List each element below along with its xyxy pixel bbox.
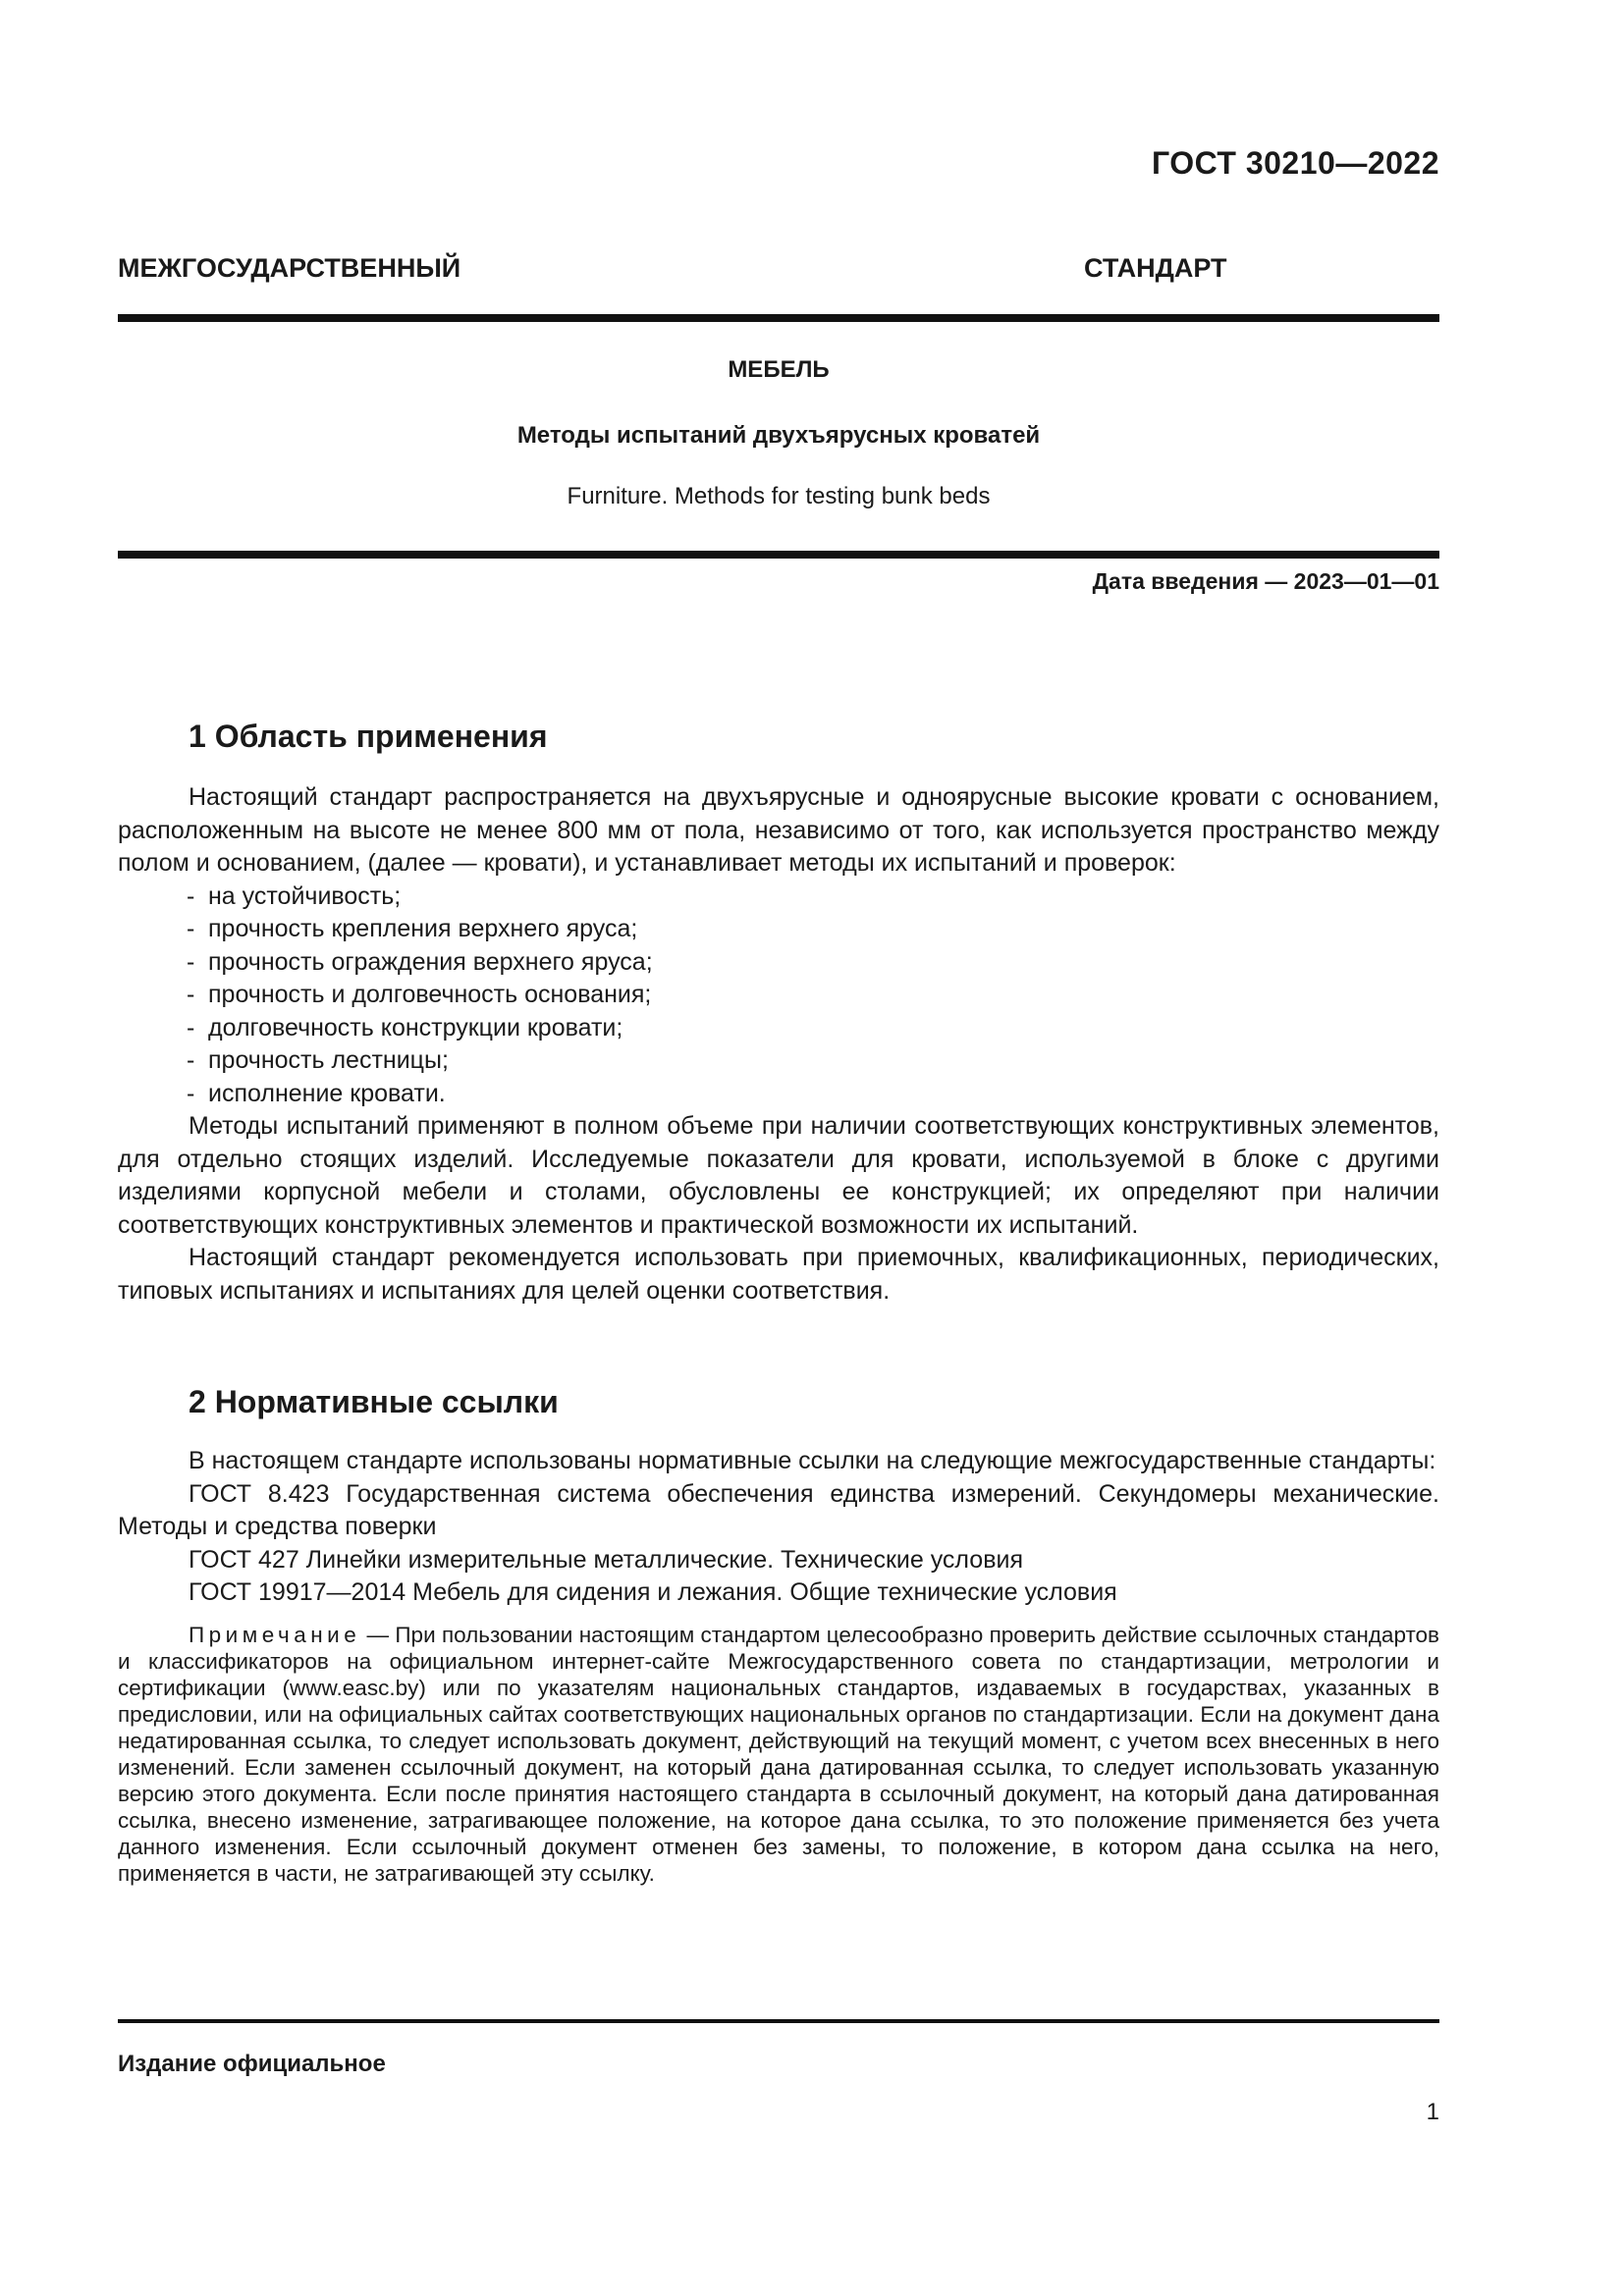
standard-number: ГОСТ 30210—2022 [1151,145,1439,181]
interstate-standard-banner [118,253,1439,284]
reference-item: ГОСТ 19917—2014 Мебель для сидения и лежания. Общие технические условия [189,1578,1117,1606]
note-label: Примечание [189,1622,361,1647]
list-item: - долговечность конструкции кровати; [118,1012,1439,1045]
list-item: - исполнение кровати. [118,1078,1439,1111]
list-item: - прочность крепления верхнего яруса; [118,913,1439,946]
paragraph: Методы испытаний применяют в полном объеме при наличии соответствующих конструктивных элементов, для отдельно стоящих изделий. Исследуемые показатели для кровати, используемой в блоке с другими изделиями корпусной мебели и столами, обусловлены ее конструкцией; их определяют при наличии соответствующих конструктивных элементов и практической возможности их испытаний. [118,1112,1439,1239]
title-rule [118,551,1439,559]
interstate-word: МЕЖГОСУДАРСТВЕННЫЙ [118,253,461,283]
note-text: — При пользовании настоящим стандартом целесообразно проверить действие ссылочных стандартов и классификаторов на официальном интернет-сайте Межгосударственного совета по стандартизации, метрологии и сертификации (www.easc.by) или по указателям национальных стандартов, издаваемых в государствах, указанных в предисловии, или на официальных сайтах соответствующих национальных органов по стандартизации. Если на документ дана недатированная ссылка, то следует использовать документ, действующий на текущий момент, с учетом всех внесенных в него изменений. Если заменен ссылочный документ, на который дана датированная ссылка, то следует использовать указанную версию этого документа. Если после принятия настоящего стандарта в ссылочный документ, на который дана датированная ссылка, внесено изменение, затрагивающее положение, на которое дана ссылка, то это положение применяется без учета данного изменения. Если ссылочный документ отменен без замены, то положение, в котором дана ссылка на него, применяется в части, не затрагивающей эту ссылку. [118,1622,1439,1886]
section-heading: 1 Область применения [189,719,548,754]
intro-date: Дата введения — 2023—01—01 [1092,568,1439,594]
edition-label: Издание официальное [118,2051,386,2077]
section-references [118,1382,1439,1887]
list-dash: - [187,1079,195,1107]
document-title: МЕБЕЛЬ [728,356,830,383]
test-list [118,881,1439,1111]
note [118,1622,1439,1887]
paragraph: В настоящем стандарте использованы нормативные ссылки на следующие межгосударственные стандарты: [189,1447,1436,1474]
list-dash: - [187,1013,195,1041]
reference-item: ГОСТ 8.423 Государственная система обеспечения единства измерений. Секундомеры механические. Методы и средства поверки [118,1479,1439,1540]
reference-item: ГОСТ 427 Линейки измерительные металлические. Технические условия [189,1545,1023,1574]
top-rule [118,314,1439,322]
document-subtitle-ru: Методы испытаний двухъярусных кроватей [516,422,1041,449]
list-dash: - [187,981,195,1008]
list-item: - прочность лестницы; [118,1044,1439,1078]
list-item: - прочность ограждения верхнего яруса; [118,946,1439,980]
paragraph: Настоящий стандарт распространяется на двухъярусные и одноярусные высокие кровати с основанием, расположенным на высоте не менее 800 мм от пола, независимо от того, как используется пространство между полом и основанием, (далее — кровати), и устанавливает методы их испытаний и проверок: [118,783,1439,877]
bottom-rule [118,2019,1439,2023]
section-scope [118,717,1439,1308]
section-heading: 2 Нормативные ссылки [189,1384,559,1419]
standard-word: СТАНДАРТ [1084,253,1227,283]
page-number: 1 [1426,2099,1439,2125]
list-dash: - [187,881,195,910]
list-dash: - [187,915,195,942]
list-dash: - [187,1046,195,1074]
paragraph: Настоящий стандарт рекомендуется использовать при приемочных, квалификационных, периодических, типовых испытаниях и испытаниях для целей оценки соответствия. [118,1244,1439,1305]
list-item: - на устойчивость; [118,881,1439,914]
document-page [118,0,1439,2296]
list-dash: - [187,947,195,976]
document-subtitle-en: Furniture. Methods for testing bunk beds [567,483,991,509]
list-item: - прочность и долговечность основания; [118,979,1439,1012]
